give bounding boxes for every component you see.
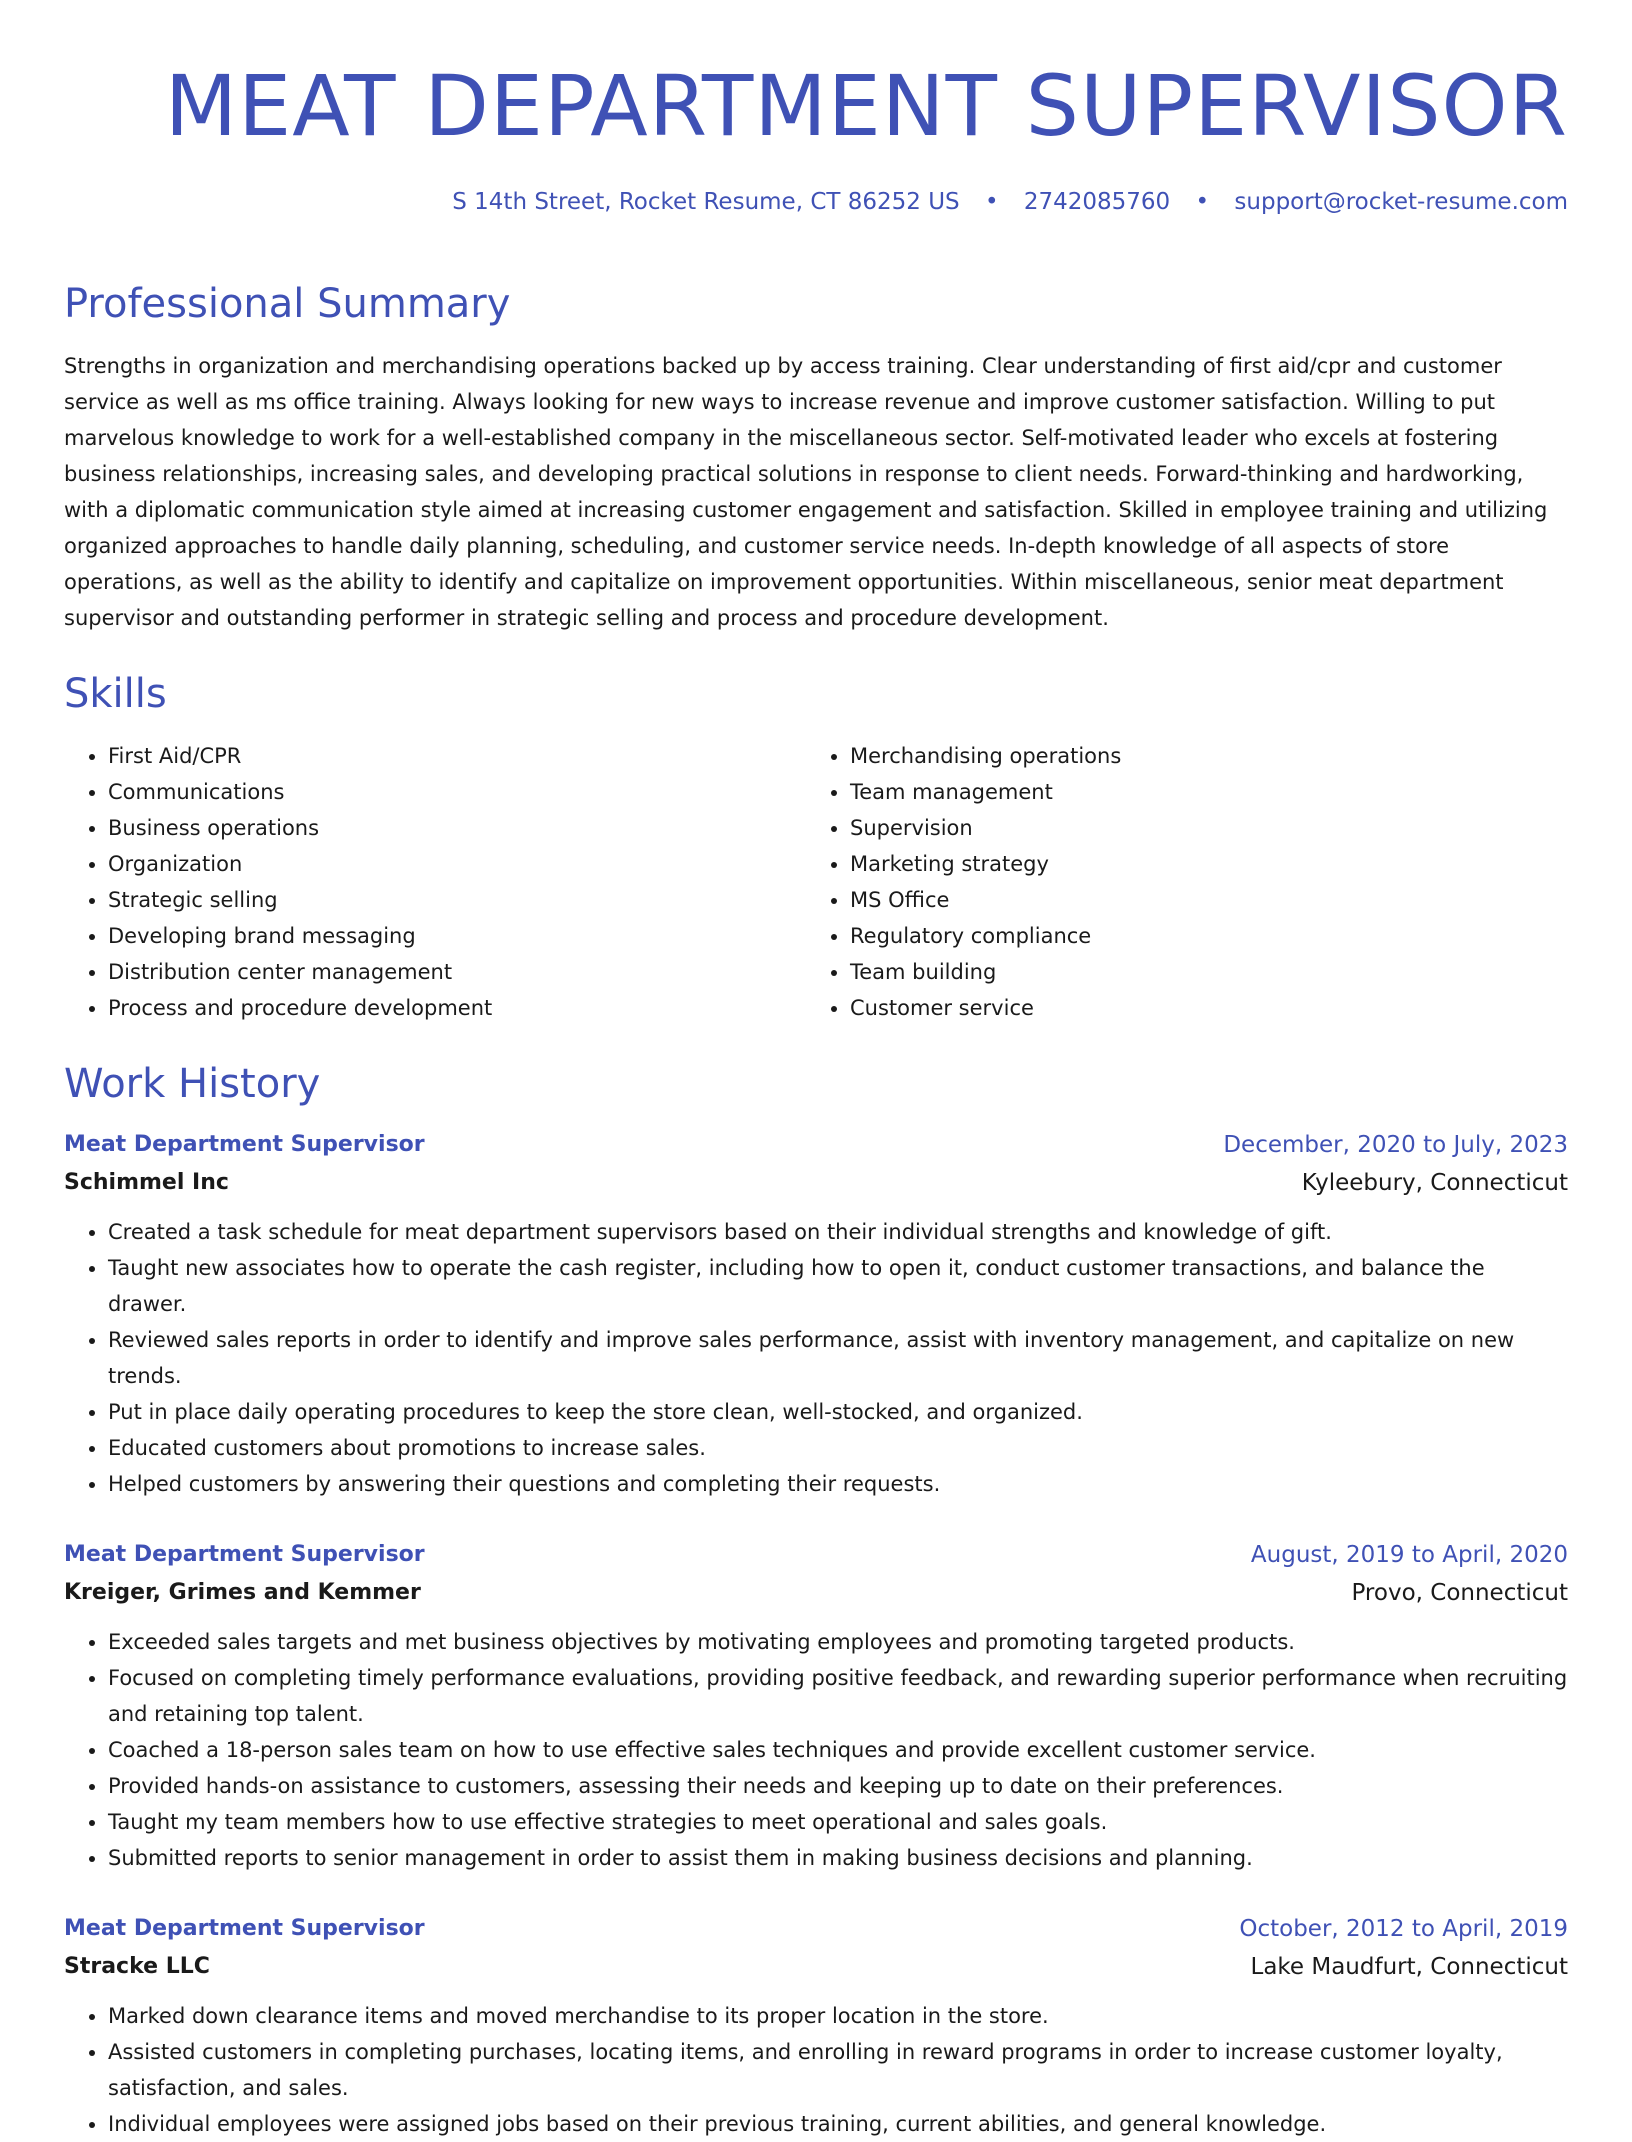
job-bullet: • Marked down clearance items and moved merchandise to its proper location in the store.: [108, 1998, 1568, 2034]
job-entry: [64, 1536, 1568, 1876]
skill-item: • Regulatory compliance: [850, 918, 1548, 954]
skill-item: • Process and procedure development: [108, 990, 806, 1026]
job-title: Meat Department Supervisor: [64, 1542, 425, 1567]
job-header-row: [64, 1126, 1568, 1164]
job-bullet: • Focused on completing timely performance evaluations, providing positive feedback, and rewarding superior performance when recruiting and retaining top talent.: [108, 1660, 1568, 1732]
skills-list: [64, 738, 1568, 1026]
job-entry: [64, 1910, 1568, 2142]
skill-item: • Supervision: [850, 810, 1548, 846]
job-company-row: [64, 1574, 1568, 1612]
skill-item: • Business operations: [108, 810, 806, 846]
skill-item: • Organization: [108, 846, 806, 882]
job-company: Schimmel Inc: [64, 1170, 229, 1195]
job-bullet: • Exceeded sales targets and met business objectives by motivating employees and promoting targeted products.: [108, 1624, 1568, 1660]
resume-name: MEAT DEPARTMENT SUPERVISOR: [164, 57, 1568, 155]
job-title: Meat Department Supervisor: [64, 1132, 425, 1157]
job-location: Lake Maudfurt, Connecticut: [1250, 1954, 1568, 1980]
job-bullet: • Put in place daily operating procedures to keep the store clean, well-stocked, and organized.: [108, 1394, 1568, 1430]
skill-item: • Team management: [850, 774, 1548, 810]
job-bullet: • Reviewed sales reports in order to identify and improve sales performance, assist with inventory management, and capitalize on new trends.: [108, 1322, 1568, 1394]
skills-heading: Skills: [64, 671, 167, 717]
skill-item: • Customer service: [850, 990, 1548, 1026]
skill-item: • First Aid/CPR: [108, 738, 806, 774]
job-company-row: [64, 1164, 1568, 1202]
job-bullet: • Educated customers about promotions to increase sales.: [108, 1430, 1568, 1466]
job-bullet: • Provided hands-on assistance to customers, assessing their needs and keeping up to date on their preferences.: [108, 1768, 1568, 1804]
job-location: Kyleebury, Connecticut: [1301, 1170, 1568, 1196]
job-bullet: • Helped customers by answering their questions and completing their requests.: [108, 1466, 1568, 1502]
job-title: Meat Department Supervisor: [64, 1916, 425, 1941]
skill-item: • Developing brand messaging: [108, 918, 806, 954]
job-bullet: • Individual employees were assigned jobs based on their previous training, current abilities, and general knowledge.: [108, 2106, 1568, 2142]
skill-item: • Marketing strategy: [850, 846, 1548, 882]
skill-item: • Team building: [850, 954, 1548, 990]
job-bullet: • Taught new associates how to operate the cash register, including how to open it, conduct customer transactions, and balance the drawer.: [108, 1250, 1568, 1322]
job-bullet: • Assisted customers in completing purchases, locating items, and enrolling in reward programs in order to increase customer loyalty, satisfaction, and sales.: [108, 2034, 1568, 2106]
contact-separator: •: [984, 189, 999, 215]
skill-item: • Communications: [108, 774, 806, 810]
job-header-row: [64, 1910, 1568, 1948]
summary-heading: Professional Summary: [64, 281, 511, 327]
skill-item: • Strategic selling: [108, 882, 806, 918]
job-company: Kreiger, Grimes and Kemmer: [64, 1580, 421, 1605]
skill-item: • Merchandising operations: [850, 738, 1548, 774]
skill-item: • Distribution center management: [108, 954, 806, 990]
work-history-heading: Work History: [64, 1061, 321, 1107]
job-header-row: [64, 1536, 1568, 1574]
contact-address: S 14th Street, Rocket Resume, CT 86252 US: [452, 189, 960, 215]
job-bullet: • Created a task schedule for meat department supervisors based on their individual strengths and knowledge of gift.: [108, 1214, 1568, 1250]
contact-email[interactable]: support@rocket-resume.com: [1234, 189, 1568, 215]
contact-phone: 2742085760: [1023, 189, 1171, 215]
skills-column-left: [64, 738, 806, 1026]
resume-page: [64, 0, 1568, 2142]
job-bullets: [64, 1998, 1568, 2142]
job-bullet: • Taught my team members how to use effective strategies to meet operational and sales goals.: [108, 1804, 1568, 1840]
job-dates: October, 2012 to April, 2019: [1239, 1916, 1568, 1942]
job-location: Provo, Connecticut: [1351, 1580, 1568, 1606]
job-bullet: • Submitted reports to senior management in order to assist them in making business decisions and planning.: [108, 1840, 1568, 1876]
job-entry: [64, 1126, 1568, 1502]
job-company-row: [64, 1948, 1568, 1986]
skills-column-right: [806, 738, 1548, 1026]
summary-text: Strengths in organization and merchandising operations backed up by access training. Clear understanding of first aid/cpr and customer service as well as ms office training. Always looking for new ways to increase revenue and improve customer satisfaction. Willing to put marvelous knowledge to work for a well-established company in the miscellaneous sector. Self-motivated leader who excels at fostering business relationships, increasing sales, and developing practical solutions in response to client needs. Forward-thinking and hardworking, with a diplomatic communication style aimed at increasing customer engagement and satisfaction. Skilled in employee training and utilizing organized approaches to handle daily planning, scheduling, and customer service needs. In-depth knowledge of all aspects of store operations, as well as the ability to identify and capitalize on improvement opportunities. Within miscellaneous, senior meat department supervisor and outstanding performer in strategic selling and process and procedure development.: [64, 354, 1548, 630]
job-dates: December, 2020 to July, 2023: [1223, 1132, 1568, 1158]
job-company: Stracke LLC: [64, 1954, 210, 1979]
skill-item: • MS Office: [850, 882, 1548, 918]
contact-line: [64, 186, 1568, 218]
contact-separator: •: [1195, 189, 1210, 215]
job-bullets: [64, 1624, 1568, 1876]
job-bullets: [64, 1214, 1568, 1502]
job-dates: August, 2019 to April, 2020: [1250, 1542, 1568, 1568]
job-bullet: • Coached a 18-person sales team on how to use effective sales techniques and provide excellent customer service.: [108, 1732, 1568, 1768]
